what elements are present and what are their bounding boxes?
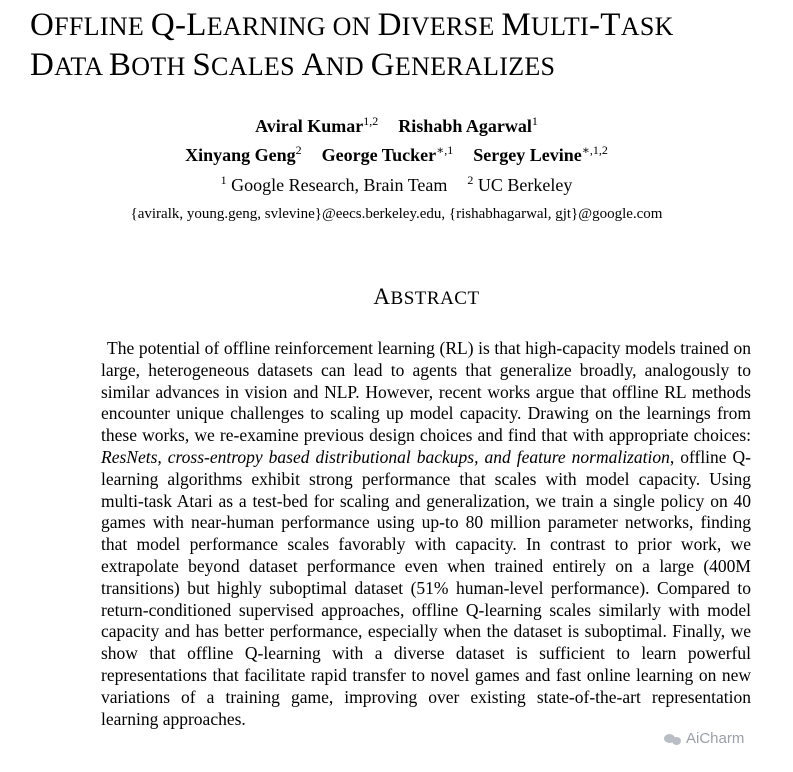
author-name: George Tucker bbox=[321, 145, 437, 165]
watermark bbox=[664, 730, 744, 747]
author-name: Sergey Levine bbox=[473, 145, 582, 165]
author-name: Rishabh Agarwal bbox=[398, 116, 532, 136]
wechat-icon bbox=[664, 732, 682, 746]
author-affiliation-mark: 1,2 bbox=[363, 114, 379, 128]
author-row-2 bbox=[0, 145, 793, 166]
author-affiliation-mark: 1 bbox=[531, 114, 538, 128]
affiliations: $^1$ Google Research, Brain Team $^2$ UC Berkeley bbox=[220, 173, 573, 195]
affiliation-berkeley: UC Berkeley bbox=[477, 175, 573, 195]
author-affiliation-mark: ∗,1,2 bbox=[581, 143, 608, 157]
author-name: Aviral Kumar bbox=[255, 116, 364, 136]
paper-title bbox=[30, 6, 790, 86]
affiliation-google: Google Research, Brain Team bbox=[231, 175, 448, 195]
abstract-body: The potential of offline reinforcement learning (RL) is that high-capacity models trained on large, heterogeneous datasets can lead to agents that generalize broadly, analogously to similar advances in vision and NLP. However, recent works argue that offline RL methods encounter unique challenges to scaling up model capacity. Drawing on the learnings from these works, we re-examine previous design choices and find that with appropriate choices: ResNets, cross-entropy based distributional backups, and feature normalization, offline Q-learning algorithms exhibit strong performance that scales with model capacity. Using multi-task Atari as a test-bed for scaling and generalization, we train a single policy on 40 games with near-human performance using up-to 80 million parameter networks, finding that model performance scales favorably with capacity. In contrast to prior work, we extrapolate beyond dataset performance even when trained entirely on a large (400M transitions) but highly suboptimal dataset (51% human-level performance). Compared to return-conditioned supervised approaches, offline Q-learning scales similarly with model capacity and has better performance, especially when the dataset is suboptimal. Finally, we show that offline Q-learning with a diverse dataset is sufficient to learn powerful representations that facilitate rapid transfer to novel games and fast online learning on new variations of a training game, improving over existing state-of-the-art representation learning approaches. bbox=[101, 338, 752, 729]
author-affiliation-mark: ∗,1 bbox=[436, 143, 454, 157]
title-line-2: DATA BOTH SCALES AND GENERALIZES bbox=[30, 47, 556, 83]
author-name: Xinyang Geng bbox=[185, 145, 296, 165]
title-line-1: OFFLINE Q-LEARNING ON DIVERSE MULTI-TASK bbox=[30, 7, 674, 43]
abstract-emphasis: ResNets, cross-entropy based distributional backups, and feature normalization bbox=[101, 446, 670, 467]
author-emails: {aviralk, young.geng, svlevine}@eecs.berkeley.edu, {rishabhagarwal, gjt}@google.com bbox=[130, 206, 663, 222]
watermark-text: AiCharm bbox=[686, 730, 745, 747]
author-row-1 bbox=[0, 116, 793, 137]
author-affiliation-mark: 2 bbox=[295, 143, 302, 157]
abstract-heading: ABSTRACT bbox=[373, 284, 480, 309]
